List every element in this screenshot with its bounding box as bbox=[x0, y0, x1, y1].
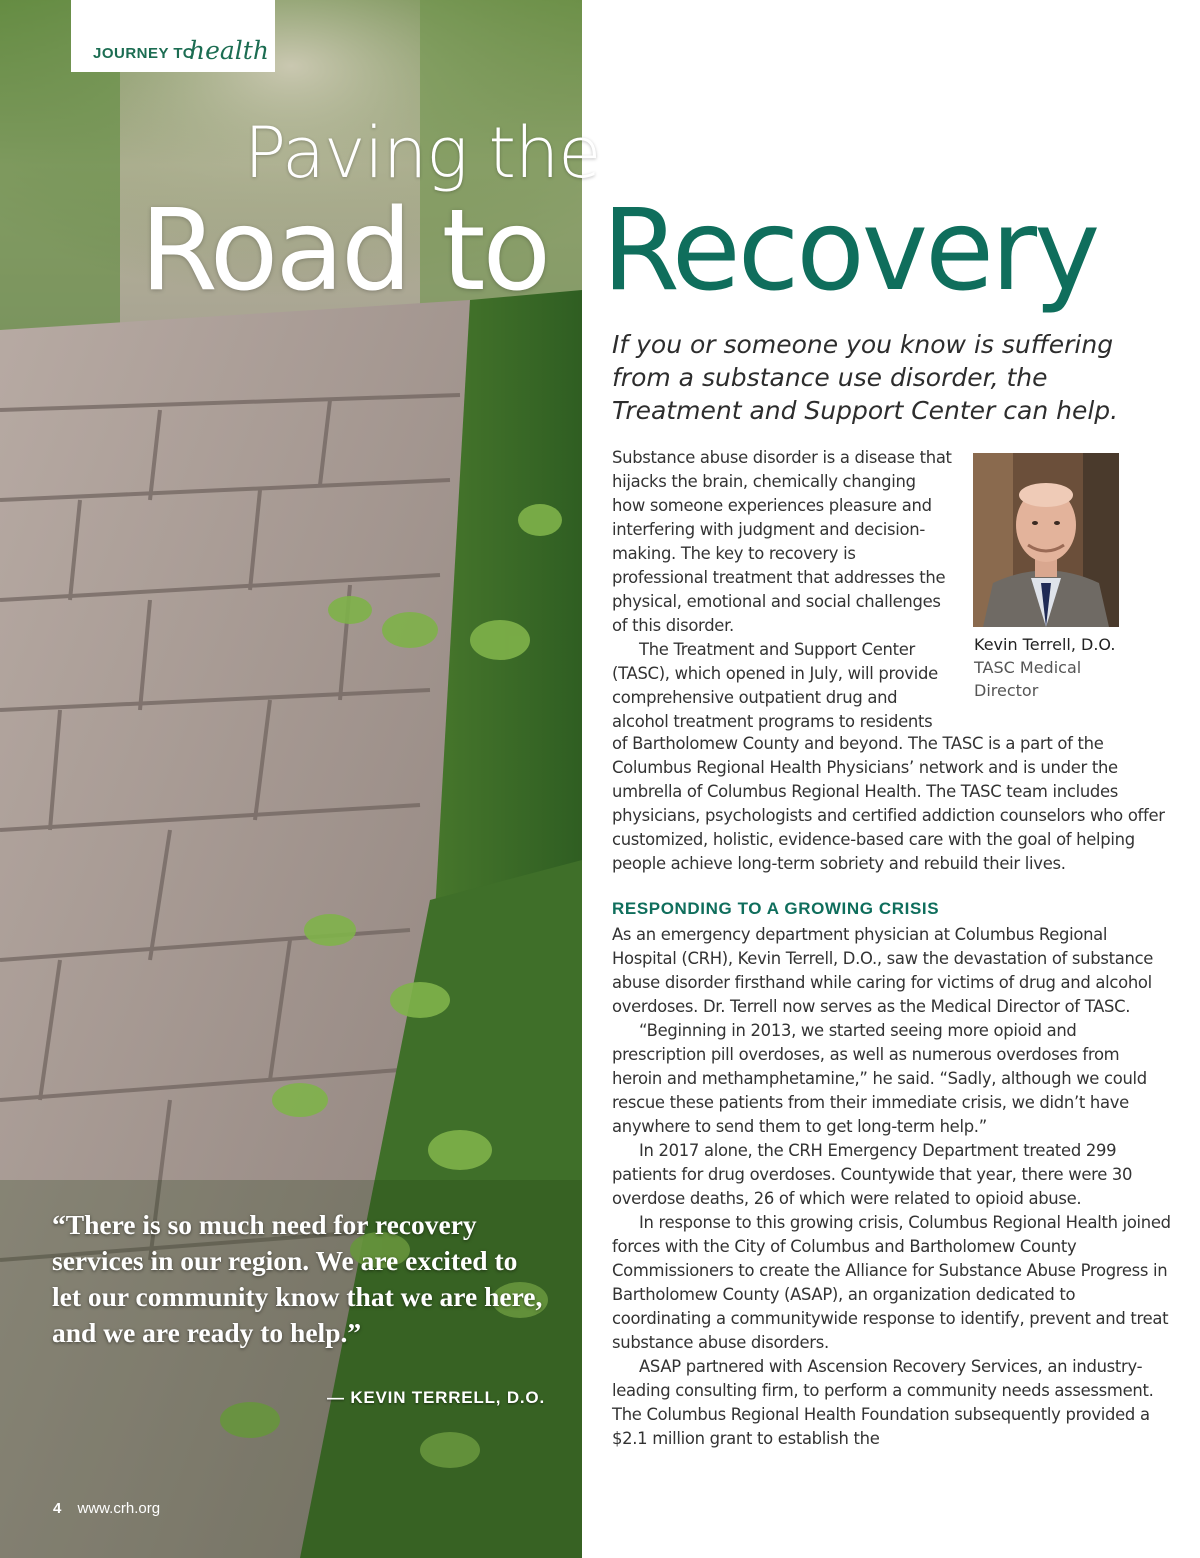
pull-quote-text: “There is so much need for recovery services in our region. We are excited to let our community know that we are here, and we are ready to help.” bbox=[52, 1209, 543, 1348]
crisis-paragraph-2: “Beginning in 2013, we started seeing more opioid and prescription pill overdoses, as well as numerous overdoses from heroin and methamphetamine,” he said. “Sadly, although we could rescue these patients from their immediate crisis, we didn’t have anywhere to send them to get long-term help.” bbox=[612, 1021, 1147, 1136]
section-prefix: JOURNEY TO bbox=[93, 45, 195, 62]
crisis-paragraph-4: In response to this growing crisis, Columbus Regional Health joined forces with the City of Columbus and Bartholomew County Commissioners to create the Alliance for Substance Abuse Progress in Bartholomew County (ASAP), an organization dedicated to coordinating a communitywide response to identify, prevent and treat substance abuse disorders. bbox=[612, 1213, 1171, 1352]
article-deck: If you or someone you know is suffering from a substance use disorder, the Treatment and Support Center can help. bbox=[612, 330, 1119, 425]
crisis-section bbox=[612, 923, 1172, 1451]
title-road-to: Road to bbox=[140, 186, 549, 316]
caption-role-line2: Director bbox=[974, 681, 1039, 700]
crisis-paragraph-5: ASAP partnered with Ascension Recovery Services, an industry-leading consulting firm, to perform a community needs assessment. The Columbus Regional Health Foundation subsequently provided a $2.1 million grant to establish the bbox=[612, 1357, 1154, 1448]
caption-name: Kevin Terrell, D.O. bbox=[974, 635, 1116, 654]
intro-wide-column bbox=[612, 732, 1172, 876]
author-portrait bbox=[973, 453, 1119, 627]
section-script-word: health bbox=[189, 36, 269, 65]
intro-paragraph-2: The Treatment and Support Center (TASC), which opened in July, will provide comprehensive outpatient drug and alcohol treatment programs to residents bbox=[612, 640, 938, 731]
pull-quote bbox=[52, 1207, 552, 1351]
caption-role-line1: TASC Medical bbox=[974, 658, 1082, 677]
intro-narrow-column bbox=[612, 446, 952, 734]
crisis-paragraph-3: In 2017 alone, the CRH Emergency Department treated 299 patients for drug overdoses. Countywide that year, there were 30 overdose deaths, 26 of which were related to opioid abuse. bbox=[612, 1141, 1133, 1208]
section-tab bbox=[71, 0, 275, 72]
page-number: 4 bbox=[53, 1500, 62, 1517]
portrait-caption bbox=[974, 633, 1115, 702]
portrait-image bbox=[973, 453, 1119, 627]
footer-url[interactable]: www.crh.org bbox=[77, 1500, 161, 1517]
intro-paragraph-2-continued: of Bartholomew County and beyond. The TASC is a part of the Columbus Regional Health Physicians’ network and is under the umbrella of Columbus Regional Health. The TASC team includes physicians, psychologists and certified addiction counselors who offer customized, holistic, evidence-based care with the goal of helping people achieve long-term sobriety and rebuild their lives. bbox=[612, 734, 1165, 873]
title-recovery: Recovery bbox=[602, 186, 1098, 316]
intro-paragraph-1: Substance abuse disorder is a disease that hijacks the brain, chemically changing how someone experiences pleasure and interfering with judgment and decision-making. The key to recovery is professional treatment that addresses the physical, emotional and social challenges of this disorder. bbox=[612, 448, 952, 635]
page-footer bbox=[53, 1500, 160, 1517]
pull-quote-attribution: — KEVIN TERRELL, D.O. bbox=[327, 1388, 545, 1407]
crisis-paragraph-1: As an emergency department physician at Columbus Regional Hospital (CRH), Kevin Terrell, D.O., saw the devastation of substance abuse disorder firsthand while caring for victims of drug and alcohol overdoses. Dr. Terrell now serves as the Medical Director of TASC. bbox=[612, 925, 1154, 1016]
section-subhead: RESPONDING TO A GROWING CRISIS bbox=[612, 899, 940, 918]
title-line1: Paving the bbox=[244, 112, 601, 194]
